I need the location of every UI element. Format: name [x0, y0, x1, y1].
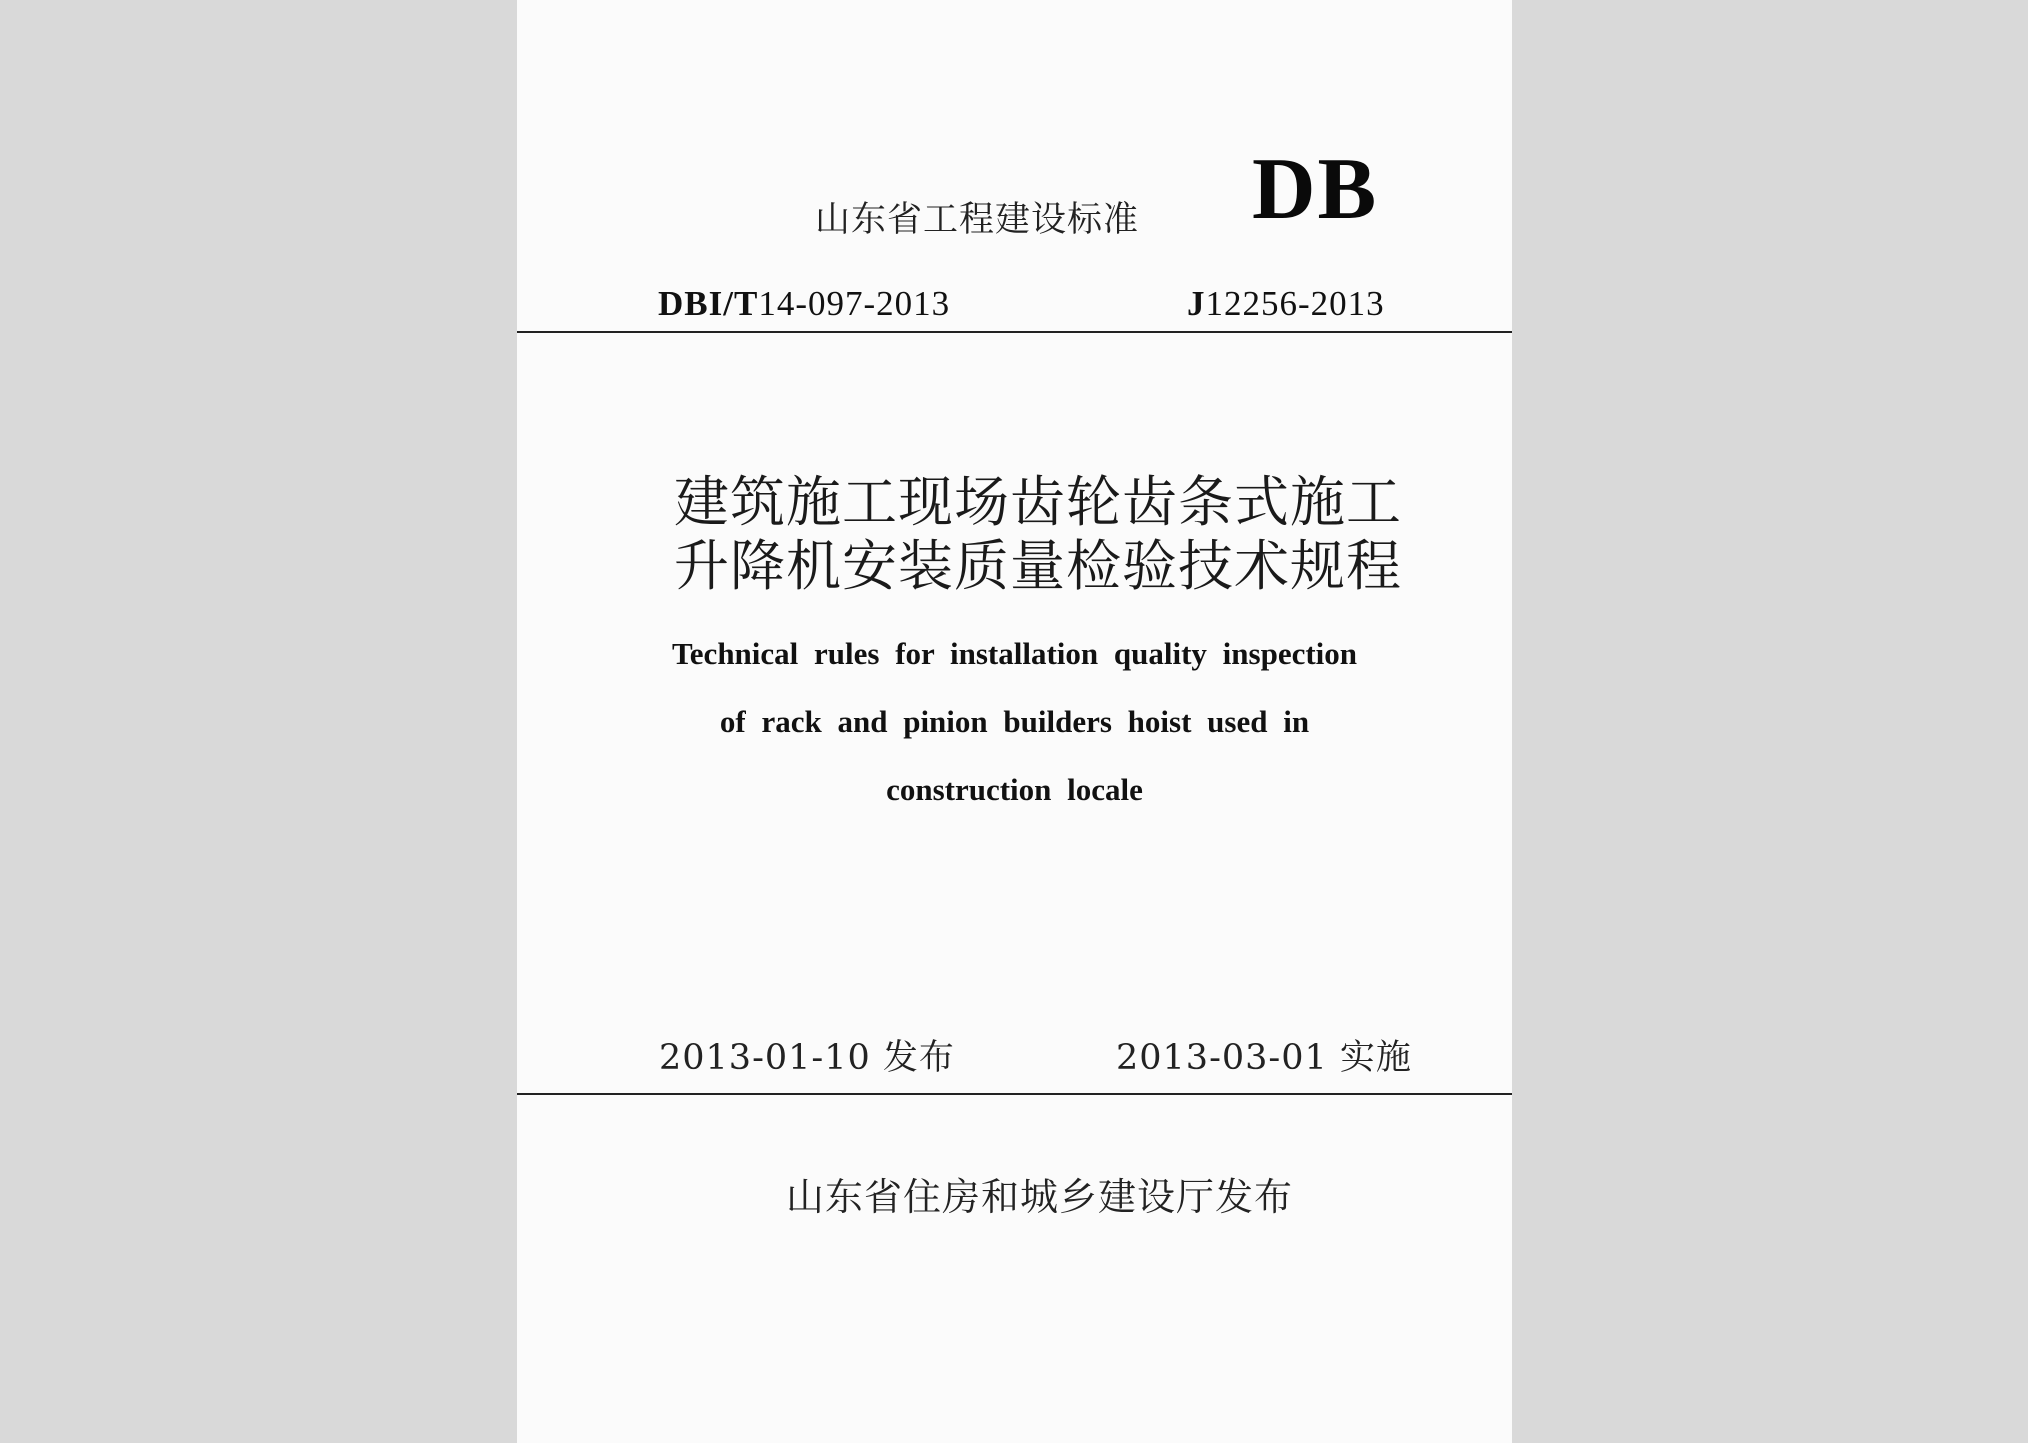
standard-code — [658, 284, 950, 324]
english-title — [517, 620, 1512, 824]
issuing-authority: 山东省住房和城乡建设厅发布 — [786, 1175, 1294, 1219]
chinese-title-line-1: 建筑施工现场齿轮齿条式施工 — [674, 470, 1403, 534]
english-title-line-2: of rack and pinion builders hoist used in — [719, 704, 1310, 739]
record-code — [1187, 284, 1385, 324]
standard-number: 14-097-2013 — [758, 284, 951, 323]
cover-page — [517, 0, 1512, 1443]
implementation-date: 2013-03-01 实施 — [1116, 1038, 1412, 1078]
record-prefix: J — [1187, 284, 1206, 323]
chinese-title-line-2: 升降机安装质量检验技术规程 — [674, 534, 1403, 598]
standard-series-label: 山东省工程建设标准 — [815, 200, 1140, 240]
standard-prefix: DBI/T — [658, 284, 759, 323]
bottom-divider — [517, 1093, 1512, 1095]
top-divider — [517, 331, 1512, 333]
english-title-line-1: Technical rules for installation quality inspection — [671, 636, 1358, 671]
issue-date: 2013-01-10 发布 — [659, 1038, 955, 1078]
chinese-title — [674, 470, 1402, 598]
record-number: 12256-2013 — [1205, 284, 1385, 323]
db-logo-mark: DB — [1252, 141, 1379, 238]
english-title-line-3: construction locale — [886, 772, 1143, 807]
